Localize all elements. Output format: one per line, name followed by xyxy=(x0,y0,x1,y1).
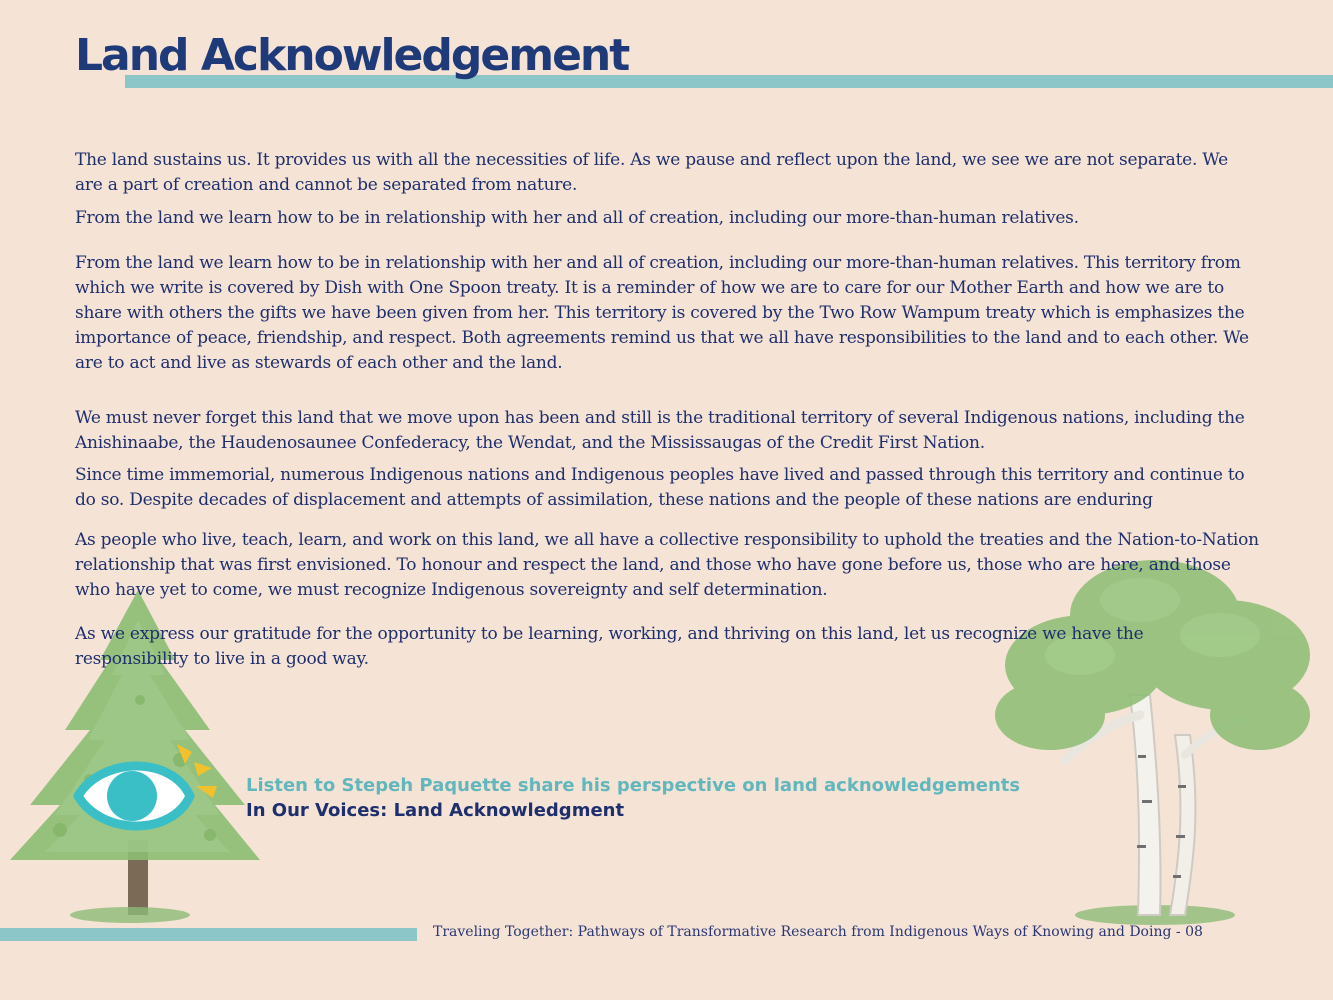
video-link[interactable]: In Our Voices: Land Acknowledgment xyxy=(246,800,625,821)
eye-icon[interactable] xyxy=(72,738,222,848)
paragraph-time-immemorial: Since time immemorial, numerous Indigenous nations and Indigenous peoples have lived and passed through this territory and continue to do so. Despite decades of displacement and attempts of assimilation, these nations and the people of these nations are enduring xyxy=(75,465,1245,510)
paragraph-land-sustains: The land sustains us. It provides us with all the necessities of life. As we pause and reflect upon the land, we see we are not separate. We are a part of creation and cannot be separated from nature. xyxy=(75,150,1228,195)
paragraph-territory: We must never forget this land that we move upon has been and still is the traditional territory of several Indigenous nations, including the Anishinaabe, the Haudenosaunee Confederacy, the Wendat, and the Mississaugas of the Credit First Nation. xyxy=(75,408,1245,453)
paragraph-responsibility: As people who live, teach, learn, and work on this land, we all have a collective responsibility to uphold the treaties and the Nation-to-Nation relationship that was first envisioned. To honour and respect the land, and those who have gone before us, those who are here, and those who have yet to come, we must recognize Indigenous sovereignty and self determination. xyxy=(75,530,1259,600)
listen-description: Listen to Stepeh Paquette share his perspective on land acknowledgements xyxy=(246,775,1021,796)
paragraph-relationship: From the land we learn how to be in relationship with her and all of creation, including our more-than-human relatives. xyxy=(75,208,1079,228)
media-links xyxy=(246,773,1020,823)
body-text xyxy=(75,148,1260,672)
paragraph-gratitude: As we express our gratitude for the opportunity to be learning, working, and thriving on this land, let us recognize we have the responsibility to live in a good way. xyxy=(75,624,1144,669)
paragraph-treaties: From the land we learn how to be in relationship with her and all of creation, including our more-than-human relatives. This territory from which we write is covered by Dish with One Spoon treaty. It is a reminder of how we are to care for our Mother Earth and how we are to share with others the gifts we have been given from her. This territory is covered by the Two Row Wampum treaty which is emphasizes the importance of peace, friendship, and respect. Both agreements remind us that we all have responsibilities to the land and to each other. We are to act and live as stewards of each other and the land. xyxy=(75,253,1249,373)
footer-rule xyxy=(0,928,417,941)
page-footer: Traveling Together: Pathways of Transformative Research from Indigenous Ways of Knowing and Doing - 08 xyxy=(433,924,1203,940)
page-title: Land Acknowledgement xyxy=(75,30,629,81)
